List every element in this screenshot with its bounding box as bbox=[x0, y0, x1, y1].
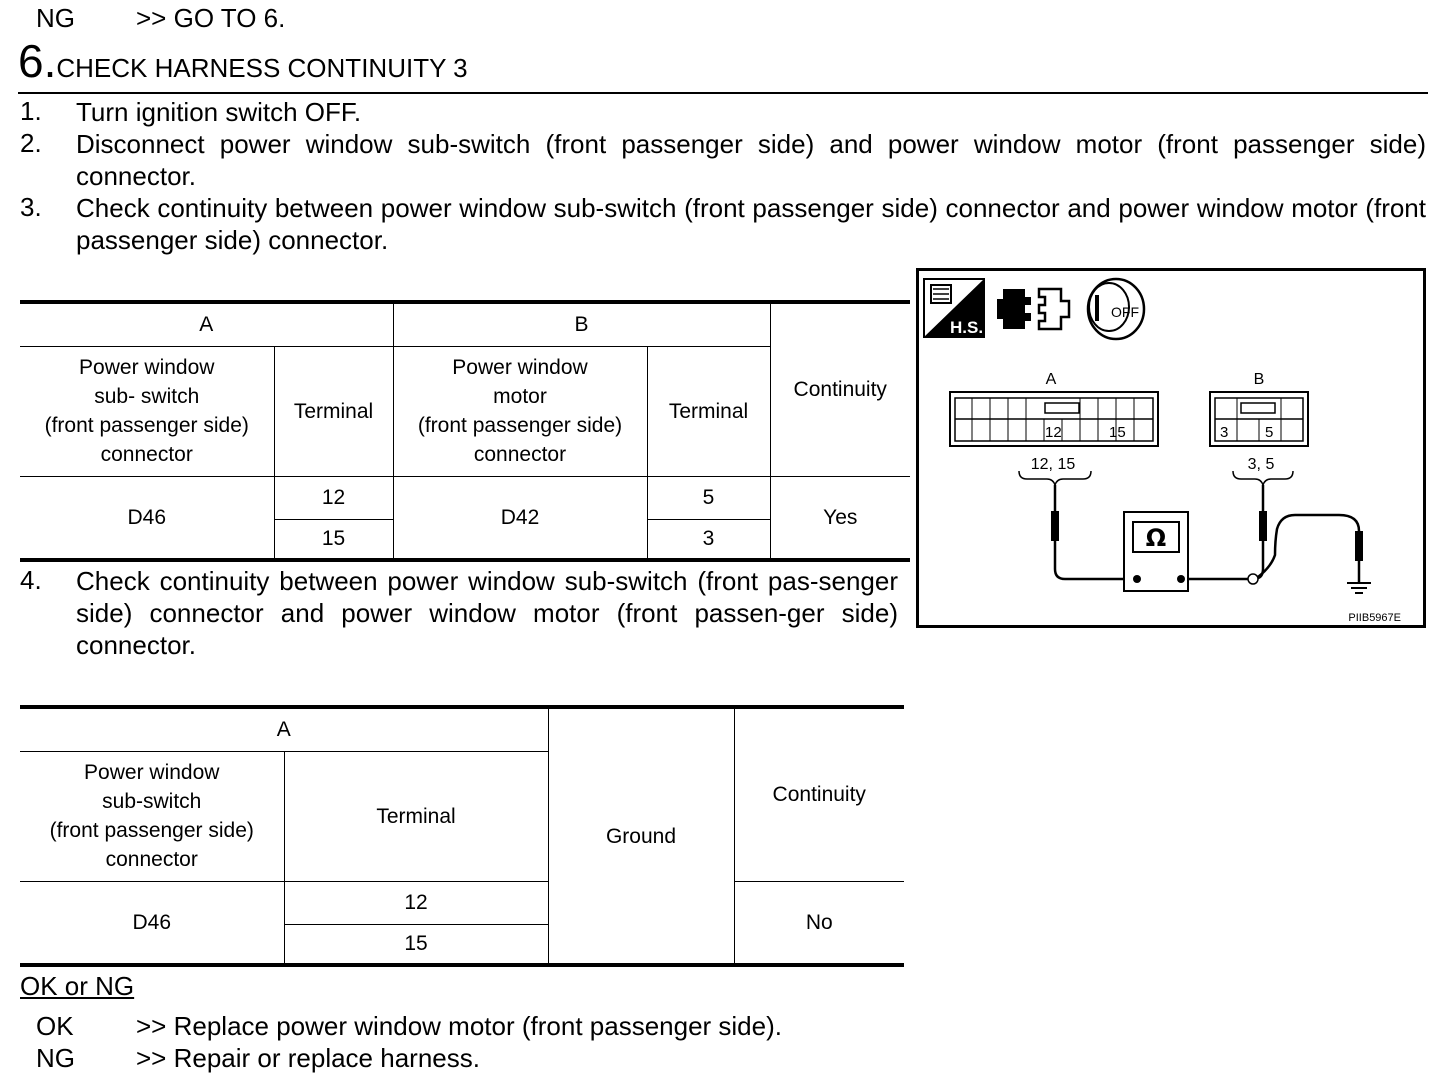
connector-a bbox=[950, 392, 1158, 446]
table2-a-connector: D46 bbox=[20, 881, 284, 965]
top-result-code: NG bbox=[36, 3, 75, 33]
result-heading: OK or NG bbox=[20, 971, 135, 1001]
table2-col-a-connector: Power window sub-switch (front passenger side) connector bbox=[20, 751, 284, 881]
table1-b-terminal: 3 bbox=[647, 519, 770, 560]
table2-continuity: No bbox=[734, 881, 904, 965]
table1-header-b: B bbox=[393, 302, 770, 346]
test-wires bbox=[1051, 485, 1371, 593]
diagram-svg bbox=[919, 271, 1423, 625]
instruction-text: Turn ignition switch OFF. bbox=[76, 97, 362, 127]
ok-action: >> Replace power window motor (front passenger side). bbox=[136, 1011, 782, 1041]
instruction-num: 2. bbox=[20, 128, 42, 158]
probe-a-label: 12, 15 bbox=[1030, 456, 1076, 473]
connector-a-label: A bbox=[1045, 371, 1057, 388]
instruction-num: 4. bbox=[20, 565, 42, 595]
harness-side-icon bbox=[924, 279, 984, 337]
probe-b-label: 3, 5 bbox=[1247, 456, 1275, 473]
off-label: OFF bbox=[1111, 304, 1139, 320]
table1-col-b-terminal: Terminal bbox=[647, 346, 770, 476]
ignition-off-icon bbox=[1088, 279, 1144, 339]
table1-col-b-connector: Power window motor (front passenger side) connector bbox=[393, 346, 647, 476]
table2-ground: Ground bbox=[548, 707, 734, 965]
connector-a-pin: 12 bbox=[1045, 424, 1062, 441]
instruction-num: 3. bbox=[20, 192, 42, 222]
table1-a-terminal: 12 bbox=[274, 476, 393, 519]
ng-action: >> Repair or replace harness. bbox=[136, 1043, 480, 1073]
table1-header-a: A bbox=[20, 302, 393, 346]
connector-b-pin: 3 bbox=[1220, 424, 1229, 441]
table1-col-a-terminal: Terminal bbox=[274, 346, 393, 476]
continuity-diagram bbox=[916, 268, 1426, 628]
connector-b bbox=[1210, 392, 1308, 446]
figure-code: PIIB5967E bbox=[1348, 612, 1401, 624]
top-result-action: >> GO TO 6. bbox=[136, 3, 286, 33]
table1-header-continuity: Continuity bbox=[770, 302, 910, 476]
table1-a-terminal: 15 bbox=[274, 519, 393, 560]
table2-a-terminal: 12 bbox=[284, 881, 548, 924]
table1-b-terminal: 5 bbox=[647, 476, 770, 519]
instruction-num: 1. bbox=[20, 96, 42, 126]
step-title: CHECK HARNESS CONTINUITY 3 bbox=[56, 53, 468, 83]
instruction-text: Check continuity between power window sub-switch (front pas-senger side) connector and power window motor (front passen-ger side) connector. bbox=[76, 566, 898, 660]
table1-b-connector: D42 bbox=[393, 476, 647, 560]
table1-continuity: Yes bbox=[770, 476, 910, 560]
probe-a-brace bbox=[1019, 471, 1091, 485]
step-number: 6. bbox=[18, 35, 57, 87]
connector-b-pin: 5 bbox=[1265, 424, 1274, 441]
ok-code: OK bbox=[36, 1011, 74, 1041]
table2-a-terminal: 15 bbox=[284, 924, 548, 965]
instruction-text: Check continuity between power window sub-switch (front passenger side) connector and power window motor (front passenger side) connector. bbox=[76, 193, 1426, 255]
connector-a-pin: 15 bbox=[1109, 424, 1126, 441]
table1-a-connector: D46 bbox=[20, 476, 274, 560]
connector-b-label: B bbox=[1253, 371, 1265, 388]
continuity-table-2 bbox=[20, 705, 904, 967]
continuity-table-1 bbox=[20, 300, 910, 562]
probe-b-brace bbox=[1233, 471, 1293, 485]
table2-col-a-terminal: Terminal bbox=[284, 751, 548, 881]
hs-label: H.S. bbox=[950, 318, 984, 337]
table2-header-a: A bbox=[20, 707, 548, 751]
step-heading bbox=[18, 35, 468, 87]
meter-symbol: Ω bbox=[1145, 524, 1167, 552]
ng-code: NG bbox=[36, 1043, 75, 1073]
instruction-text: Disconnect power window sub-switch (front passenger side) and power window motor (front passenger side) connector. bbox=[76, 129, 1426, 191]
table1-col-a-connector: Power window sub- switch (front passenger side) connector bbox=[20, 346, 274, 476]
disconnect-icon bbox=[997, 289, 1069, 329]
ohmmeter-icon bbox=[1124, 512, 1188, 591]
table2-header-continuity: Continuity bbox=[734, 707, 904, 881]
heading-rule bbox=[18, 92, 1428, 94]
